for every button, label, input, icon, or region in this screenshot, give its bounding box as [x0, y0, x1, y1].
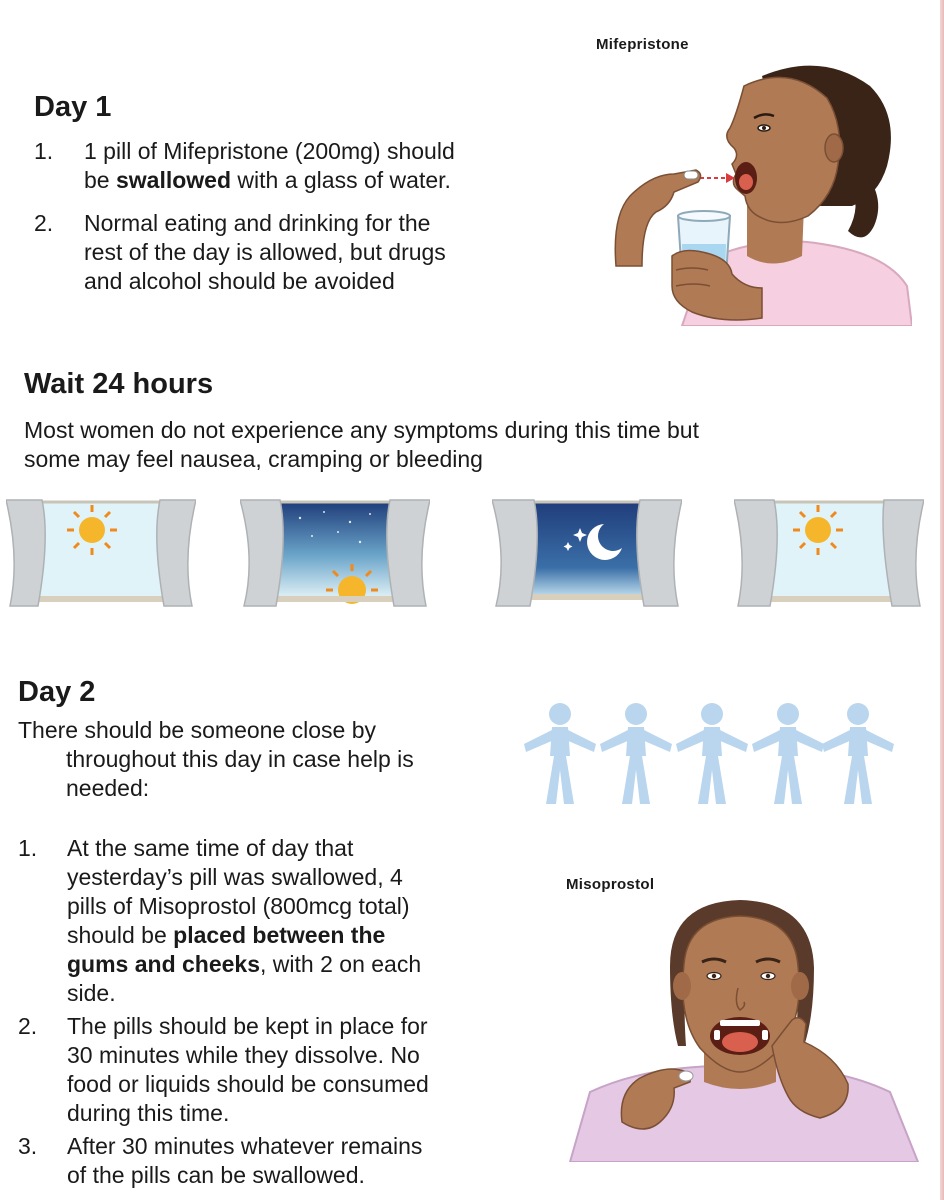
woman-taking-pill-illustration [612, 56, 912, 326]
wait-description [24, 416, 914, 474]
night-moon-icon [492, 498, 682, 610]
item-text: during this time. [67, 1100, 230, 1126]
wait-heading: Wait 24 hours [24, 368, 214, 400]
item-number: 1. [34, 138, 54, 164]
wait-text-line: some may feel nausea, cramping or bleeding [24, 446, 483, 472]
people-chain-icon [522, 700, 896, 810]
day1-heading: Day 1 [34, 91, 112, 123]
wait-text-line: Most women do not experience any symptoms during this time but [24, 417, 699, 443]
woman-placing-pills-illustration [560, 896, 922, 1162]
misoprostol-label: Misoprostol [566, 876, 655, 893]
intro-line: There should be someone close by [18, 717, 376, 743]
day-sun-icon [734, 498, 924, 610]
item-number: 1. [18, 835, 38, 861]
item-number: 2. [34, 210, 54, 236]
item-text: should be placed between the [67, 922, 386, 948]
item-text: Normal eating and drinking for the [84, 210, 431, 236]
day2-item-2 [18, 1012, 518, 1132]
item-text: and alcohol should be avoided [84, 268, 395, 294]
item-text: food or liquids should be consumed [67, 1071, 429, 1097]
item-text: yesterday’s pill was swallowed, 4 [67, 864, 403, 890]
item-text: The pills should be kept in place for [67, 1013, 428, 1039]
item-text: be swallowed with a glass of water. [84, 167, 451, 193]
item-text: 30 minutes while they dissolve. No [67, 1042, 420, 1068]
item-number: 2. [18, 1013, 38, 1039]
intro-line: needed: [66, 775, 150, 801]
day2-item-1 [18, 834, 518, 1014]
item-text: side. [67, 980, 116, 1006]
sunset-stars-icon [240, 498, 430, 610]
page-edge [940, 0, 944, 1200]
item-text: At the same time of day that [67, 835, 354, 861]
day-sun-icon [6, 498, 196, 610]
item-text: gums and cheeks, with 2 on each [67, 951, 422, 977]
intro-line: throughout this day in case help is [66, 746, 414, 772]
mifepristone-label: Mifepristone [596, 36, 689, 53]
day2-heading: Day 2 [18, 676, 96, 708]
item-text: of the pills can be swallowed. [67, 1162, 365, 1188]
item-text: rest of the day is allowed, but drugs [84, 239, 446, 265]
day2-item-3 [18, 1132, 518, 1192]
item-number: 3. [18, 1133, 38, 1159]
item-text: After 30 minutes whatever remains [67, 1133, 423, 1159]
item-text: pills of Misoprostol (800mcg total) [67, 893, 410, 919]
day2-intro [18, 716, 518, 803]
item-text: 1 pill of Mifepristone (200mg) should [84, 138, 455, 164]
